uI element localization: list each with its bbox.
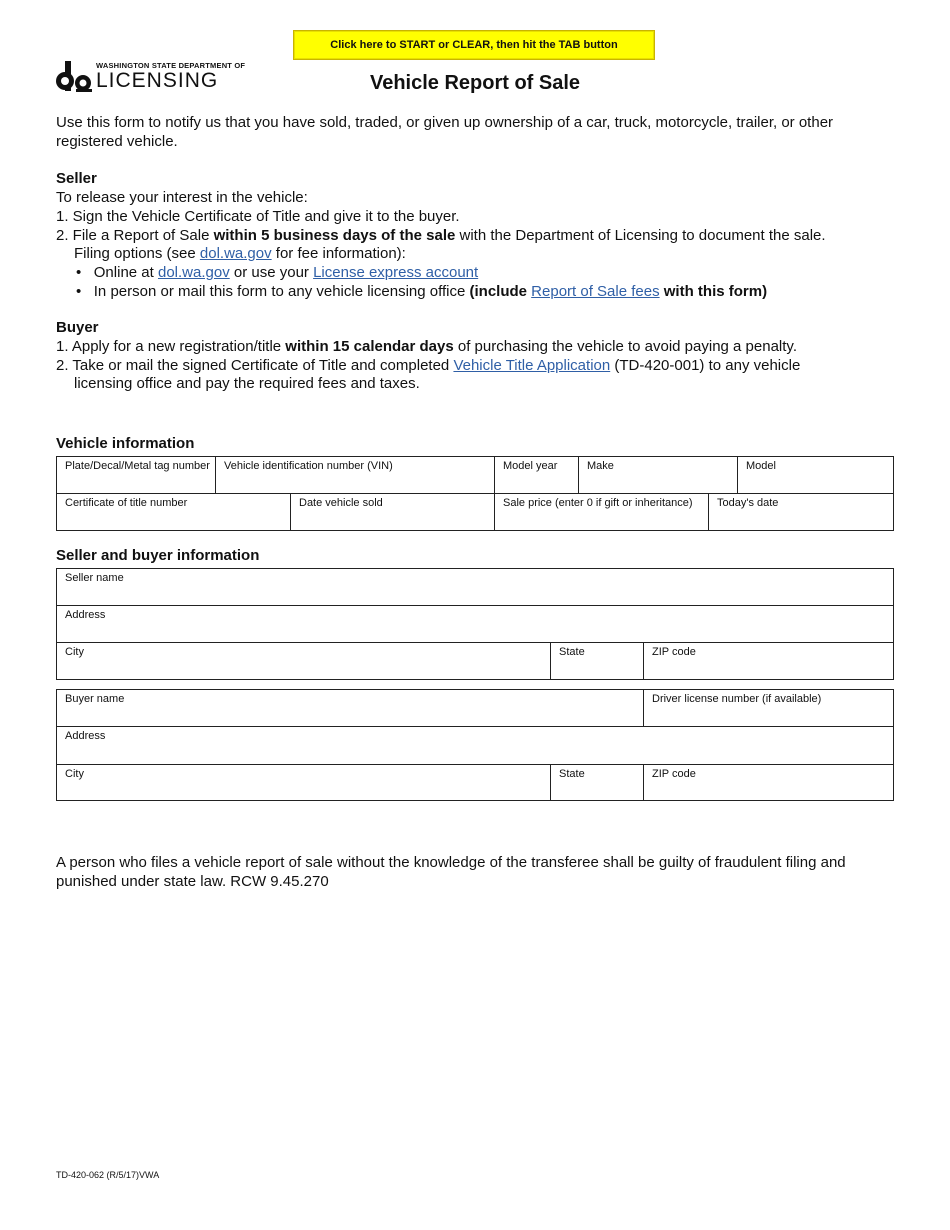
seller-state-cell [551, 643, 644, 679]
todays-date-cell [709, 494, 893, 530]
seller-name-label: Seller name [65, 572, 124, 584]
bullet-in-person-text: In person or mail this form to any vehicle licensing office [93, 283, 470, 300]
buyer-step-2 [56, 357, 800, 376]
licensing-logo [56, 59, 246, 93]
start-clear-button[interactable]: Click here to START or CLEAR, then hit the TAB button [293, 30, 655, 60]
buyer-step-2-text: 2. Take or mail the signed Certificate of Title and completed [56, 357, 454, 374]
seller-name-cell [57, 569, 893, 606]
report-of-sale-fees-link[interactable]: Report of Sale fees [531, 283, 660, 300]
model-input[interactable] [744, 473, 887, 491]
dol-online-link[interactable]: dol.wa.gov [157, 264, 230, 281]
buyer-name-cell [57, 690, 644, 727]
seller-info-table [56, 568, 894, 680]
buyer-step-2-cont: licensing office and pay the required fees and taxes. [74, 375, 420, 392]
buyer-step-1-text: 1. Apply for a new registration/title [56, 338, 286, 355]
model-year-input[interactable] [501, 473, 572, 491]
buyer-zip-input[interactable] [650, 780, 887, 798]
seller-city-input[interactable] [63, 659, 544, 677]
seller-state-label: State [559, 646, 585, 658]
title-number-cell [57, 494, 291, 530]
date-sold-label: Date vehicle sold [299, 497, 383, 509]
bullet-icon: • [76, 264, 94, 281]
model-label: Model [746, 460, 776, 472]
buyer-address-label: Address [65, 730, 106, 742]
bullet-icon: • [76, 283, 94, 300]
model-year-cell [495, 457, 579, 494]
plate-label: Plate/Decal/Metal tag number [65, 460, 210, 472]
buyer-state-input[interactable] [557, 780, 637, 798]
buyer-dl-label: Driver license number (if available) [652, 693, 822, 705]
buyer-state-cell [551, 765, 644, 800]
seller-address-cell [57, 606, 893, 643]
bullet-online [76, 264, 478, 283]
buyer-step-1-deadline: within 15 calendar days [285, 338, 454, 355]
buyer-zip-label: ZIP code [652, 768, 696, 780]
model-cell [738, 457, 893, 494]
bullet-online-text: Online at [93, 264, 158, 281]
todays-date-label: Today's date [717, 497, 779, 509]
filing-options-text: Filing options (see [74, 245, 200, 262]
seller-step-2-text: 2. File a Report of Sale [56, 227, 214, 244]
buyer-city-cell [57, 765, 551, 800]
seller-lead: To release your interest in the vehicle: [56, 189, 308, 206]
vehicle-info-table [56, 456, 894, 531]
filing-options [74, 245, 406, 264]
dol-link[interactable]: dol.wa.gov [199, 245, 272, 262]
buyer-step-1 [56, 338, 797, 357]
bullet-online-or: or use your [229, 264, 314, 281]
make-label: Make [587, 460, 614, 472]
vehicle-title-application-link[interactable]: Vehicle Title Application [453, 357, 611, 374]
seller-city-cell [57, 643, 551, 679]
title-number-input[interactable] [63, 510, 284, 528]
date-sold-cell [291, 494, 495, 530]
buyer-city-input[interactable] [63, 780, 544, 798]
buyer-heading: Buyer [56, 319, 99, 336]
make-cell [579, 457, 738, 494]
date-sold-input[interactable] [297, 510, 488, 528]
buyer-name-label: Buyer name [65, 693, 125, 705]
logo-small-text: WASHINGTON STATE DEPARTMENT OF [96, 61, 246, 70]
seller-state-input[interactable] [557, 659, 637, 677]
buyer-dl-cell [644, 690, 893, 727]
bullet-with-form: with this form) [659, 283, 768, 300]
bullet-include: (include [469, 283, 532, 300]
todays-date-input[interactable] [715, 510, 887, 528]
buyer-step-1-rest: of purchasing the vehicle to avoid paying a penalty. [453, 338, 797, 355]
sale-price-cell [495, 494, 709, 530]
make-input[interactable] [585, 473, 731, 491]
vin-cell [216, 457, 495, 494]
seller-zip-input[interactable] [650, 659, 887, 677]
plate-input[interactable] [63, 473, 209, 491]
buyer-address-input[interactable] [63, 744, 887, 762]
sale-price-input[interactable] [501, 510, 702, 528]
buyer-address-cell [57, 727, 893, 765]
license-express-link[interactable]: License express account [313, 264, 479, 281]
logo-big-text: LICENSING [96, 69, 219, 92]
fraud-warning: A person who files a vehicle report of sale without the knowledge of the transferee shall be guilty of fraudulent filing and punished under state law. RCW 9.45.270 [56, 854, 846, 890]
seller-step-2-rest: with the Department of Licensing to document the sale. [455, 227, 826, 244]
seller-heading: Seller [56, 170, 97, 187]
seller-step-2 [56, 227, 826, 246]
title-number-label: Certificate of title number [65, 497, 188, 509]
form-title: Vehicle Report of Sale [369, 72, 581, 94]
buyer-name-input[interactable] [63, 706, 637, 724]
filing-options-rest: for fee information): [271, 245, 406, 262]
buyer-step-2-form: (TD-420-001) to any vehicle [610, 357, 801, 374]
buyer-zip-cell [644, 765, 893, 800]
vehicle-info-heading: Vehicle information [56, 435, 195, 452]
buyer-dl-input[interactable] [650, 706, 887, 724]
seller-zip-cell [644, 643, 893, 679]
seller-step-1: 1. Sign the Vehicle Certificate of Title and give it to the buyer. [56, 208, 460, 225]
buyer-state-label: State [559, 768, 585, 780]
buyer-city-label: City [65, 768, 84, 780]
sale-price-label: Sale price (enter 0 if gift or inheritance) [503, 497, 693, 509]
plate-cell [57, 457, 216, 494]
form-number: TD-420-062 (R/5/17)VWA [56, 1170, 160, 1180]
dol-logo-icon [56, 59, 92, 93]
vin-input[interactable] [222, 473, 488, 491]
model-year-label: Model year [503, 460, 558, 472]
seller-zip-label: ZIP code [652, 646, 696, 658]
seller-address-input[interactable] [63, 622, 887, 640]
bullet-in-person [76, 283, 767, 302]
buyer-info-table [56, 689, 894, 801]
seller-buyer-heading: Seller and buyer information [56, 547, 260, 564]
intro-text: Use this form to notify us that you have sold, traded, or given up ownership of a car, truck, motorcycle, trailer, or other registered vehicle. [56, 114, 834, 150]
seller-step-2-deadline: within 5 business days of the sale [213, 227, 456, 244]
seller-city-label: City [65, 646, 84, 658]
seller-name-input[interactable] [63, 585, 887, 603]
seller-address-label: Address [65, 609, 106, 621]
vin-label: Vehicle identification number (VIN) [224, 460, 393, 472]
